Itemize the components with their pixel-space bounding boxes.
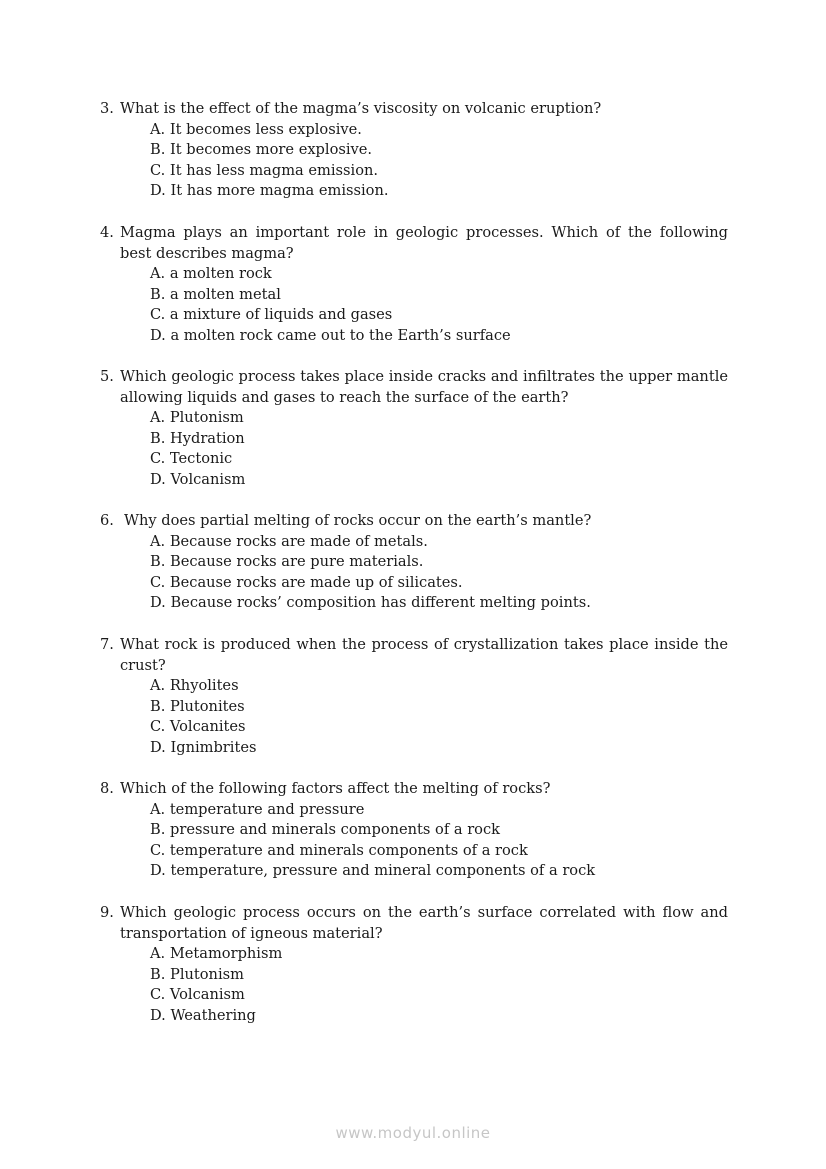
choice-list [100,408,728,490]
question-stem [100,223,728,264]
choice-b: B. Plutonism [150,965,244,983]
question-5 [100,367,728,491]
question-number: 8. [100,780,114,797]
question-text: Why does partial melting of rocks occur on the earth’s mantle? [124,512,592,529]
choice-c: C. It has less magma emission. [150,161,379,179]
question-stem [100,635,728,676]
choice-c: C. a mixture of liquids and gases [150,306,393,324]
choice-a: A. a molten rock [150,265,272,283]
question-stem [100,367,728,408]
question-number: 7. [100,636,114,653]
choice-list [100,264,728,346]
choice-a: A. temperature and pressure [150,800,365,818]
choice-b: B. It becomes more explosive. [150,141,373,159]
choice-c: C. Because rocks are made up of silicates. [150,573,463,591]
choice-a: A. Metamorphism [150,945,283,963]
question-text: Which geologic process takes place inside cracks and infiltrates the upper mantle allowing liquids and gases to reach the surface of the earth? [120,368,728,406]
choice-c: C. Volcanites [150,718,246,736]
choice-list [100,676,728,758]
choice-list [100,532,728,614]
question-number: 4. [100,224,114,241]
choice-d: D. Ignimbrites [150,738,257,756]
choice-d: D. temperature, pressure and mineral components of a rock [150,862,596,880]
choice-a: A. Rhyolites [150,677,239,695]
question-number: 5. [100,368,114,385]
question-stem [100,903,728,944]
question-text: What is the effect of the magma’s viscosity on volcanic eruption? [120,100,602,117]
question-6 [100,511,728,614]
choice-d: D. a molten rock came out to the Earth’s surface [150,326,511,344]
choice-a: A. It becomes less explosive. [150,120,362,138]
choice-list [100,944,728,1026]
choice-d: D. Volcanism [150,470,246,488]
choice-list [100,120,728,202]
question-stem [100,779,728,800]
choice-d: D. Because rocks’ composition has different melting points. [150,594,591,612]
choice-b: B. a molten metal [150,285,281,303]
choice-b: B. Because rocks are pure materials. [150,553,424,571]
choice-a: A. Plutonism [150,409,244,427]
choice-b: B. pressure and minerals components of a rock [150,821,500,839]
watermark: www.modyul.online [335,1124,491,1142]
question-text: Which of the following factors affect the melting of rocks? [120,780,551,797]
question-stem [100,99,728,120]
question-3 [100,99,728,202]
choice-c: C. Volcanism [150,986,245,1004]
choice-d: D. Weathering [150,1006,256,1024]
question-4 [100,223,728,347]
question-7 [100,635,728,759]
choice-b: B. Plutonites [150,697,245,715]
question-number: 9. [100,904,114,921]
choice-a: A. Because rocks are made of metals. [150,532,428,550]
choice-c: C. Tectonic [150,450,233,468]
question-number: 6. [100,512,114,529]
question-stem [100,511,728,532]
question-9 [100,903,728,1027]
question-8 [100,779,728,882]
question-text: Magma plays an important role in geologic processes. Which of the following best describes magma? [120,224,728,262]
choice-d: D. It has more magma emission. [150,182,389,200]
question-text: Which geologic process occurs on the earth’s surface correlated with flow and transportation of igneous material? [120,904,728,942]
question-number: 3. [100,100,114,117]
question-text: What rock is produced when the process of crystallization takes place inside the crust? [120,636,728,674]
choice-list [100,800,728,882]
choice-c: C. temperature and minerals components of a rock [150,841,528,859]
choice-b: B. Hydration [150,429,245,447]
